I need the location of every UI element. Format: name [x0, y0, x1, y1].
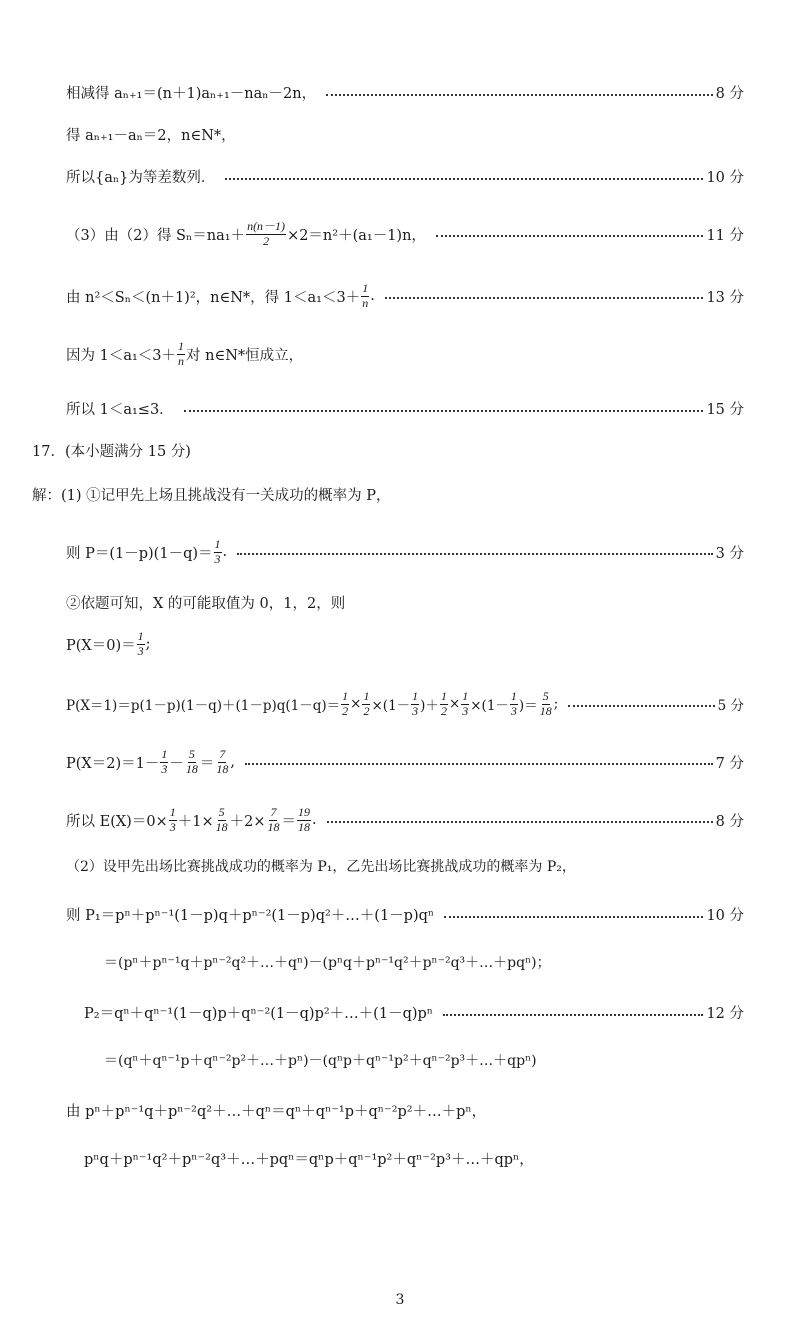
- line-22-text: pⁿq＋pⁿ⁻¹q²＋pⁿ⁻²q³＋…＋pqⁿ＝qⁿp＋qⁿ⁻¹p²＋qⁿ⁻²p³＋…＋qpⁿ，: [84, 1152, 534, 1168]
- fraction: 1 3: [412, 689, 419, 718]
- fraction: 7 18: [216, 747, 229, 776]
- line-5-pre: 由 n²＜Sₙ＜(n＋1)²，n∈N*，得 1＜a₁＜3＋: [66, 289, 361, 306]
- line-14: P(X＝2)＝1－ 1 3 － 5 18 ＝ 7 18 , 7 分: [66, 747, 744, 776]
- line-3-text: 所以{aₙ}为等差数列．: [66, 170, 216, 186]
- line-5-post: .: [370, 288, 375, 305]
- leader-dots: [245, 763, 713, 765]
- line-4-pre: （3）由（2）得 Sₙ＝na₁＋: [66, 227, 246, 244]
- leader-dots: [225, 178, 703, 180]
- line-10: [66, 538, 744, 567]
- fraction: 1 3: [161, 747, 168, 776]
- leader-dots: [444, 916, 703, 918]
- line-9: [32, 484, 744, 505]
- line-14-pre: P(X＝2)＝1－: [66, 755, 160, 772]
- leader-dots: [568, 705, 714, 707]
- fraction: 1 3: [214, 537, 221, 566]
- line-4: [66, 220, 744, 249]
- line-4-post: ×2＝n²＋(a₁－1)n，: [287, 227, 426, 244]
- line-20: [104, 1050, 744, 1070]
- line-6-post: 对 n∈N*恒成立，: [186, 347, 304, 364]
- line-9-text: 解：(1) ①记甲先上场且挑战没有一关成功的概率为 P，: [32, 488, 391, 504]
- line-10-post: .: [222, 544, 228, 561]
- score-1: 8 分: [715, 86, 744, 102]
- leader-dots: [443, 1014, 703, 1016]
- fraction: 5 18: [539, 689, 552, 718]
- line-6: [66, 340, 744, 369]
- line-13-text: P(X＝1)＝p(1－p)(1－q)＋(1－p)q(1－q)＝: [66, 698, 341, 715]
- fraction: 19 18: [297, 805, 310, 834]
- line-10-pre: 则 P＝(1－p)(1－q)＝: [66, 545, 213, 562]
- leader-dots: [436, 235, 704, 237]
- score-14: 7 分: [715, 755, 744, 772]
- line-15-pre: 所以 E(X)＝0×: [66, 813, 168, 830]
- line-1-text: 相减得 aₙ₊₁＝(n＋1)aₙ₊₁－naₙ－2n，: [66, 86, 317, 102]
- line-22: [84, 1148, 744, 1169]
- fraction: 1 3: [462, 689, 469, 718]
- line-17-text: 则 P₁＝pⁿ＋pⁿ⁻¹(1－p)q＋pⁿ⁻²(1－p)q²＋…＋(1－p)qⁿ: [66, 908, 435, 924]
- line-21-text: 由 pⁿ＋pⁿ⁻¹q＋pⁿ⁻²q²＋…＋qⁿ＝qⁿ＋qⁿ⁻¹p＋qⁿ⁻²p²＋…＋pⁿ，: [66, 1104, 487, 1120]
- fraction: $\frac{1}{3}$: [169, 805, 176, 834]
- score-19: 12 分: [706, 1006, 744, 1022]
- line-2: [66, 124, 744, 145]
- score-3: 10 分: [706, 170, 744, 186]
- line-19: [84, 1002, 744, 1023]
- score-7: 15 分: [706, 402, 744, 418]
- score-5: 13 分: [706, 289, 744, 306]
- line-8-text: 17．(本小题满分 15 分): [32, 444, 191, 460]
- line-19-text: P₂＝qⁿ＋qⁿ⁻¹(1－q)p＋qⁿ⁻²(1－q)p²＋…＋(1－q)pⁿ: [84, 1006, 434, 1022]
- line-11: [66, 592, 744, 613]
- line-17: [66, 904, 744, 925]
- leader-dots: [184, 410, 704, 412]
- page-number: 3: [395, 1292, 405, 1308]
- line-2-text: 得 aₙ₊₁－aₙ＝2，n∈N*，: [66, 128, 236, 144]
- line-16-text: （2）设甲先出场比赛挑战成功的概率为 P₁，乙先出场比赛挑战成功的概率为 P₂，: [66, 859, 576, 875]
- fraction: 1 2: [363, 689, 370, 718]
- line-3: [66, 166, 744, 187]
- line-18: [104, 952, 744, 972]
- line-5: [66, 282, 744, 311]
- line-21: [66, 1100, 744, 1121]
- score-4: 11 分: [706, 227, 744, 244]
- line-12: [66, 630, 744, 659]
- leader-dots: [385, 297, 704, 299]
- line-6-pre: 因为 1＜a₁＜3＋: [66, 347, 177, 364]
- line-13: P(X＝1)＝p(1－p)(1－q)＋(1－p)q(1－q)＝ 1 2 × 1 2 ×(1－ 1 3 )＋ 1 2 × 1 3 ×(1－ 1 3 )＝ 5 18 ; 5 分: [66, 689, 744, 718]
- score-17: 10 分: [706, 908, 744, 924]
- fraction: 1 3: [137, 629, 144, 658]
- line-12-pre: P(X＝0)＝: [66, 637, 136, 654]
- line-12-post: ;: [145, 636, 151, 653]
- score-15: 8 分: [715, 813, 744, 830]
- line-7-text: 所以 1＜a₁≤3．: [66, 402, 174, 418]
- fraction: 1 n: [362, 281, 369, 310]
- leader-dots: [326, 94, 713, 96]
- line-20-text: ＝(qⁿ＋qⁿ⁻¹p＋qⁿ⁻²p²＋…＋pⁿ)－(qⁿp＋qⁿ⁻¹p²＋qⁿ⁻²p³＋…＋qpⁿ): [104, 1053, 537, 1069]
- fraction: 5 18: [185, 747, 198, 776]
- fraction: 1 2: [342, 689, 349, 718]
- fraction: 7 18: [267, 805, 280, 834]
- line-16: [66, 856, 744, 876]
- line-11-text: ②依题可知，X 的可能取值为 0，1，2，则: [66, 596, 346, 612]
- fraction: 5 18: [215, 805, 228, 834]
- line-7: [66, 398, 744, 419]
- fraction: 1 3: [510, 689, 517, 718]
- problem-17-heading: [32, 440, 744, 461]
- score-10: 3 分: [715, 545, 744, 562]
- leader-dots: [327, 821, 713, 823]
- fraction: $\frac{n(n-1)}{2}$: [247, 219, 286, 248]
- leader-dots: [237, 553, 713, 555]
- line-15: 所以 E(X)＝0× $\frac{1}{3}$ ＋1× 5 18 ＋2× 7 18 ＝ 19 18 . 8 分: [66, 805, 744, 834]
- line-18-text: ＝(pⁿ＋pⁿ⁻¹q＋pⁿ⁻²q²＋…＋qⁿ)－(pⁿq＋pⁿ⁻¹q²＋pⁿ⁻²q³＋…＋pqⁿ)；: [104, 955, 551, 971]
- fraction: 1 2: [440, 689, 447, 718]
- line-1: [66, 82, 744, 103]
- fraction: 1 n: [178, 339, 185, 368]
- score-13: 5 分: [717, 698, 744, 715]
